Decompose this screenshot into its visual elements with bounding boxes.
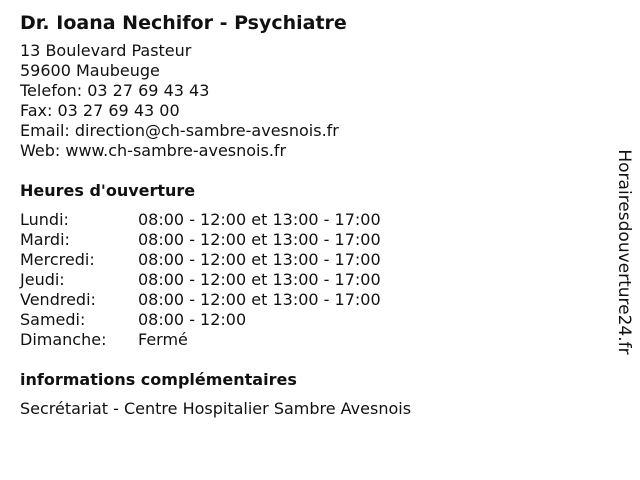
hours-row-sunday [20, 330, 600, 350]
time-value: 08:00 - 12:00 et 13:00 - 17:00 [138, 250, 381, 269]
day-label: Mardi: [20, 230, 70, 249]
hours-row-thursday [20, 270, 600, 290]
day-label: Lundi: [20, 210, 69, 229]
address-city: 59600 Maubeuge [20, 61, 160, 80]
site-watermark: Horairesdouverture24.fr [614, 149, 634, 355]
hours-row-saturday [20, 310, 600, 330]
hours-row-wednesday [20, 250, 600, 270]
hours-row-monday [20, 210, 600, 230]
hours-row-friday [20, 290, 600, 310]
phone-number: Telefon: 03 27 69 43 43 [20, 81, 210, 100]
day-label: Vendredi: [20, 290, 96, 309]
time-value: 08:00 - 12:00 et 13:00 - 17:00 [138, 230, 381, 249]
fax-number: Fax: 03 27 69 43 00 [20, 101, 180, 120]
info-heading: informations complémentaires [20, 370, 297, 389]
time-value: 08:00 - 12:00 et 13:00 - 17:00 [138, 270, 381, 289]
website-address: Web: www.ch-sambre-avesnois.fr [20, 141, 287, 160]
day-label: Samedi: [20, 310, 86, 329]
time-value: Fermé [138, 330, 188, 349]
day-label: Dimanche: [20, 330, 107, 349]
day-label: Mercredi: [20, 250, 95, 269]
hours-heading: Heures d'ouverture [20, 181, 196, 200]
email-address: Email: direction@ch-sambre-avesnois.fr [20, 121, 339, 140]
time-value: 08:00 - 12:00 [138, 310, 247, 329]
hours-row-tuesday [20, 230, 600, 250]
day-label: Jeudi: [20, 270, 65, 289]
address-street: 13 Boulevard Pasteur [20, 41, 192, 60]
opening-hours-table [20, 210, 600, 350]
time-value: 08:00 - 12:00 et 13:00 - 17:00 [138, 290, 381, 309]
time-value: 08:00 - 12:00 et 13:00 - 17:00 [138, 210, 381, 229]
page-title: Dr. Ioana Nechifor - Psychiatre [20, 12, 347, 34]
info-text: Secrétariat - Centre Hospitalier Sambre Avesnois [20, 399, 412, 418]
contact-block [20, 41, 600, 161]
business-listing [20, 10, 600, 419]
